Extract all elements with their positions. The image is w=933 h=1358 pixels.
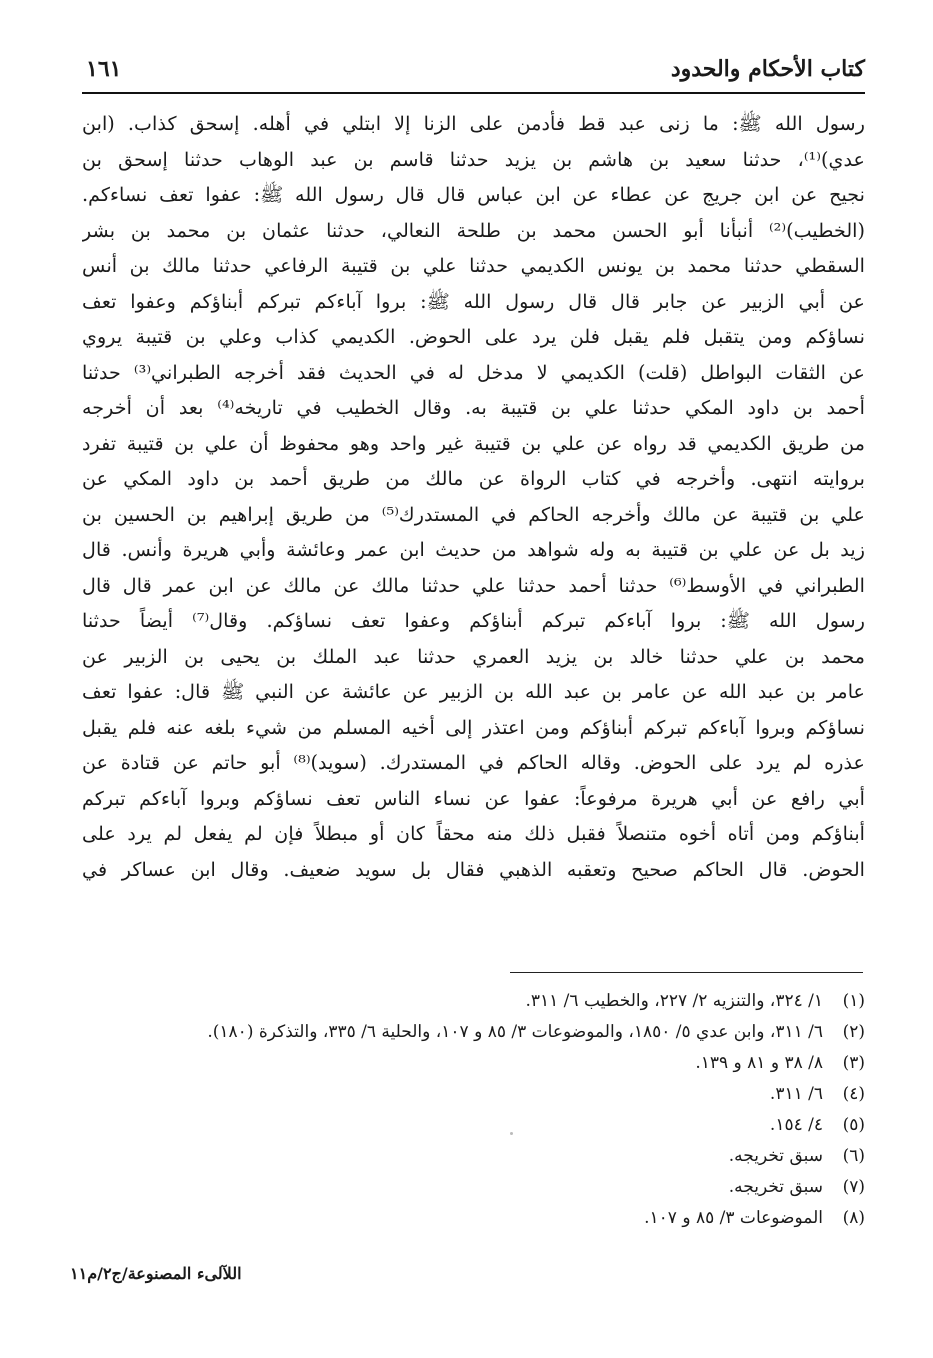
footnote bbox=[82, 986, 865, 1017]
body-text bbox=[82, 106, 865, 887]
book-title: كتاب الأحكام والحدود bbox=[670, 56, 865, 82]
footnote bbox=[82, 1079, 865, 1110]
signature-mark: اللآلىء المصنوعة/ج٢/م١١ bbox=[70, 1264, 242, 1283]
footnotes bbox=[82, 986, 865, 1234]
footnote-number: (٧) bbox=[842, 1177, 865, 1197]
body-line: (الخطيب)⁽²⁾ أنبأنا أبو الحسن محمد بن طلحة النعالي، حدثنا عثمان بن محمد بن بشر bbox=[82, 218, 865, 242]
body-line: عذره لم يرد على الحوض. وقاله الحاكم في المستدرك. (سويد)⁽⁸⁾ أبو حاتم عن قتادة عن bbox=[82, 751, 865, 774]
footnote bbox=[82, 1017, 865, 1048]
body-line: بروايته انتهى. وأخرجه في كتاب الرواة عن مالك من طريق أحمد بن داود المكي عن bbox=[82, 467, 865, 490]
body-line: السقطي حدثنا محمد بن يونس الكديمي حدثنا علي بن قتيبة الرفاعي حدثنا مالك بن أنس bbox=[82, 254, 865, 277]
body-line: الحوض. قال الحاكم صحيح وتعقبه الذهبي فقال بل سويد ضعيف. وقال ابن عساكر في bbox=[82, 857, 865, 881]
footnote-number: (٤) bbox=[842, 1084, 865, 1104]
body-line: أبي رافع عن أبي هريرة مرفوعاً: عفوا عن نساء الناس تعف نساؤكم وبروا آباءكم تبركم bbox=[82, 786, 865, 810]
footnote-number: (٣) bbox=[842, 1053, 865, 1073]
page-number: ١٦١ bbox=[86, 56, 122, 82]
body-line: عامر بن عبد الله عن عامر بن عبد الله بن الزبير عن عائشة عن النبي ﷺ قال: عفوا تعف bbox=[82, 680, 865, 703]
footnote-text: الموضوعات ٣/ ٨٥ و ١٠٧. bbox=[644, 1208, 823, 1228]
footnote-text: ٦/ ٣١١. bbox=[769, 1084, 823, 1104]
footnote bbox=[82, 1110, 865, 1141]
footnote-number: (٨) bbox=[842, 1208, 865, 1228]
footnote-number: (١) bbox=[842, 991, 865, 1011]
footnote-separator bbox=[510, 972, 863, 973]
footnote-text: سبق تخريجه. bbox=[728, 1146, 823, 1166]
footnote bbox=[82, 1141, 865, 1172]
footnote-text: ٨/ ٣٨ و ٨١ و ١٣٩. bbox=[695, 1053, 823, 1073]
footnote-number: (٢) bbox=[842, 1022, 865, 1042]
footnote bbox=[82, 1048, 865, 1079]
footnote-text: ٦/ ٣١١، وابن عدي ٥/ ١٨٥٠، والموضوعات ٣/ ٨٥ و ١٠٧، والحلية ٦/ ٣٣٥، والتذكرة (١٨٠). bbox=[207, 1022, 823, 1042]
body-line: عن الثقات البواطل (قلت) الكديمي لا مدخل له في الحديث فقد أخرجه الطبراني⁽³⁾ حدثنا bbox=[82, 360, 865, 384]
body-line: نساؤكم وبروا آباءكم تبركم أبناؤكم ومن اعتذر إلى أخيه المسلم من شيء بلغه عنه فلم يقبل bbox=[82, 715, 865, 739]
body-line: من طريق الكديمي قد رواه عن علي بن قتيبة غير واحد وهو محفوظ أن علي بن قتيبة تفرد bbox=[82, 431, 865, 455]
body-line: علي بن قتيبة عن مالك وأخرجه الحاكم في المستدرك⁽⁵⁾ من طريق إبراهيم بن الحسين بن bbox=[82, 502, 865, 526]
body-line: عدي)⁽¹⁾، حدثنا سعيد بن هاشم بن يزيد حدثنا قاسم بن عبد الوهاب حدثنا إسحق بن bbox=[82, 147, 865, 171]
body-line: زيد بل عن علي بن قتيبة به وله شواهد من حديث ابن عمر وعائشة وأبي هريرة وأنس. قال bbox=[82, 538, 865, 561]
body-line: نجيح عن ابن جريج عن عطاء عن ابن عباس قال قال رسول الله ﷺ: عفوا تعف نساءكم. bbox=[82, 183, 865, 206]
footnote bbox=[82, 1172, 865, 1203]
footnote-number: (٥) bbox=[842, 1115, 865, 1135]
footnote-text: ١/ ٣٢٤، والتنزيه ٢/ ٢٢٧، والخطيب ٦/ ٣١١. bbox=[525, 991, 823, 1011]
body-line: محمد بن علي حدثنا خالد بن يزيد العمري حدثنا عبد الملك بن يحيى بن الزبير عن bbox=[82, 644, 865, 668]
body-line: أحمد بن داود المكي حدثنا علي بن قتيبة به. وقال الخطيب في تاريخه⁽⁴⁾ بعد أن أخرجه bbox=[82, 396, 865, 419]
body-line: رسول الله ﷺ: بروا آباءكم تبركم أبناؤكم وعفوا تعف نساؤكم. وقال⁽⁷⁾ أيضاً حدثنا bbox=[82, 609, 865, 632]
body-line: نساؤكم ومن يتقبل فلم يقبل فلن يرد على الحوض. الكديمي كذاب وعلي بن قتيبة يروي bbox=[82, 325, 865, 348]
body-line: رسول الله ﷺ: ما زنى عبد قط فأدمن على الزنا إلا ابتلي في أهله. إسحق كذاب. (ابن bbox=[82, 112, 865, 135]
body-line: الطبراني في الأوسط⁽⁶⁾ حدثنا أحمد حدثنا علي حدثنا مالك عن مالك عن ابن عمر قال قال bbox=[82, 573, 865, 597]
body-line: أبناؤكم ومن أتاه أخوه متنصلاً فقبل ذلك منه محقاً كان أو مبطلاً فإن لم يفعل لم يرد على bbox=[82, 822, 865, 845]
footnote bbox=[82, 1203, 865, 1234]
page-header bbox=[82, 54, 865, 94]
footnote-text: ٤/ ١٥٤. bbox=[769, 1115, 823, 1135]
footnote-number: (٦) bbox=[842, 1146, 865, 1166]
body-line: عن أبي الزبير عن جابر قال قال رسول الله ﷺ: بروا آباءكم تبركم أبناؤكم وعفوا تعف bbox=[82, 289, 865, 313]
footnote-text: سبق تخريجه. bbox=[728, 1177, 823, 1197]
scan-speck bbox=[510, 1132, 513, 1135]
